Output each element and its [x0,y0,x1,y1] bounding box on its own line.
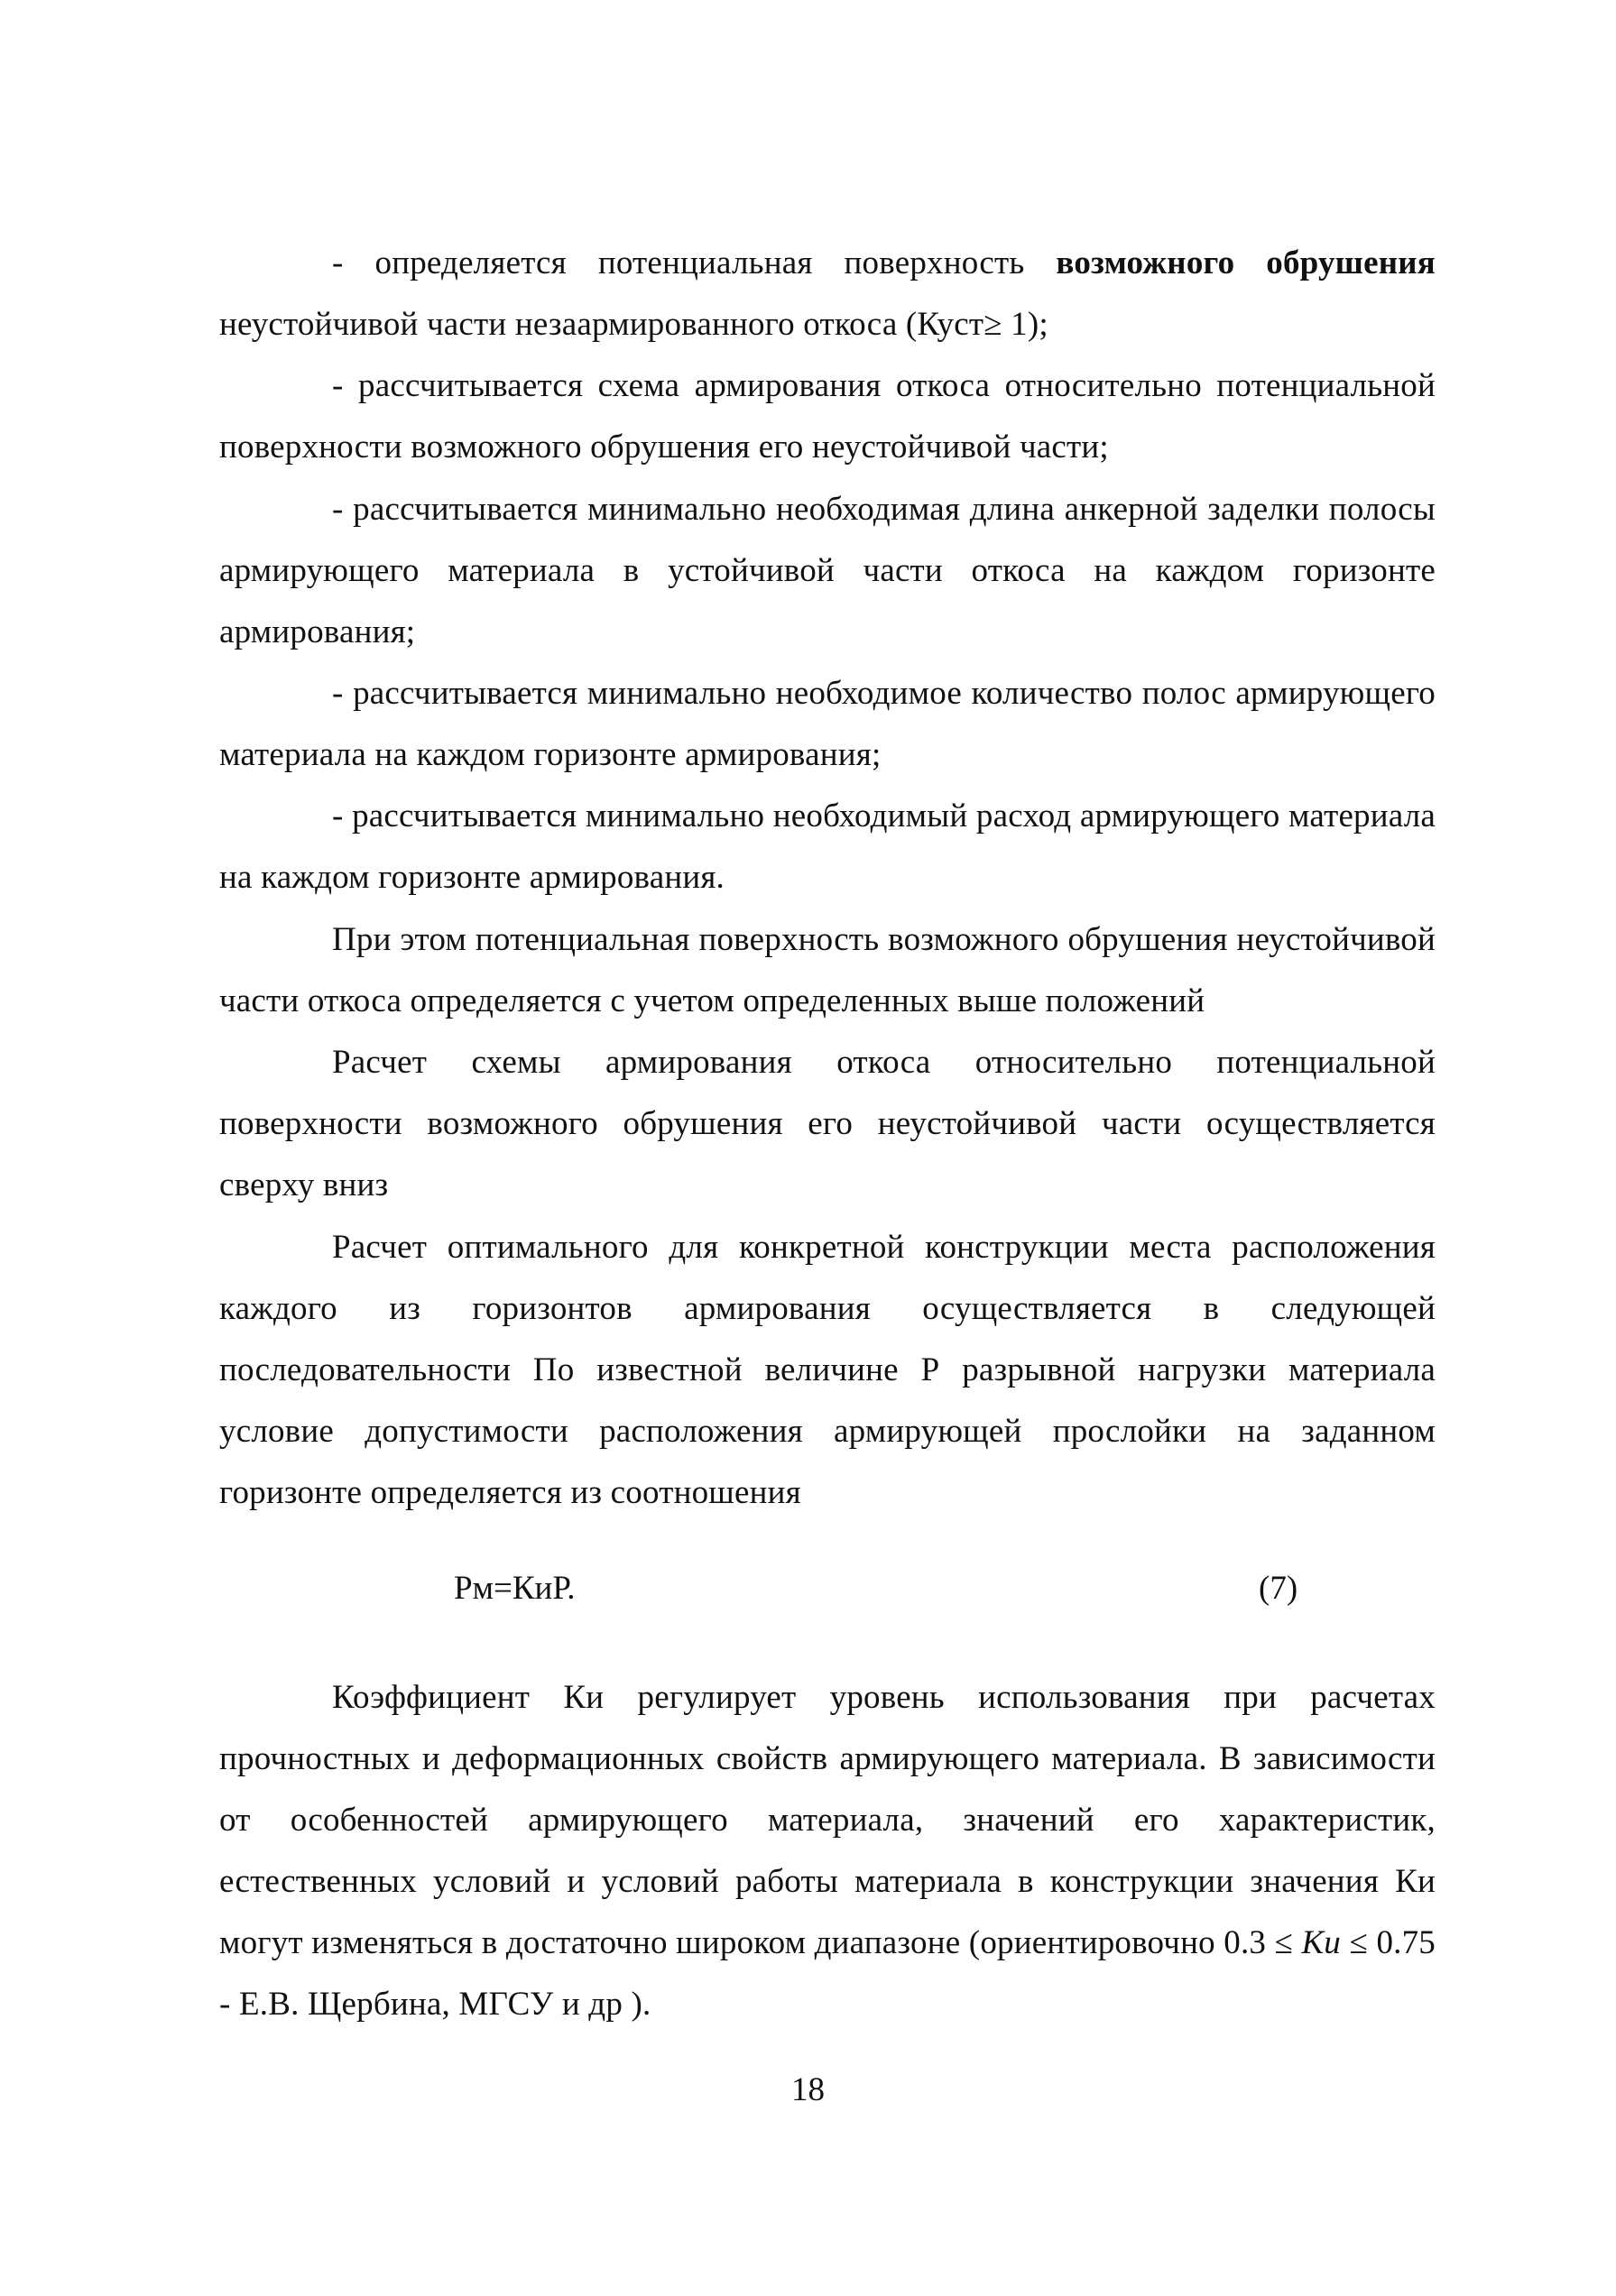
paragraph-5: - рассчитывается минимально необходимый расход армирующего материала на каждом горизонте армирования. [219,798,1436,896]
page-number: 18 [791,2071,825,2108]
paragraph-6: При этом потенциальная поверхность возможного обрушения неустойчивой части откоса определяется с учетом определенных выше положений [219,921,1436,1019]
paragraph-3: - рассчитывается минимально необходимая длина анкерной заделки полосы армирующего материала в устойчивой части откоса на каждом горизонте армирования; [219,491,1436,650]
paragraph-2: - рассчитывается схема армирования откоса относительно потенциальной поверхности возможного обрушения его неустойчивой части; [219,367,1436,466]
paragraph-8: Расчет оптимального для конкретной конструкции места расположения каждого из горизонтов армирования осуществляется в следующей последовательности По известной величине Р разрывной нагрузки материала условие допустимости расположения армирующей прослойки на заданном горизонте определяется из соотношения [219,1229,1436,1511]
paragraph-1-after: неустойчивой части незаармированного откоса (Куст≥ 1); [219,306,1048,343]
paragraph-1-before: - определяется потенциальная поверхность [332,244,1057,281]
paragraph-9 [219,1667,1436,2035]
paragraph-4: - рассчитывается минимально необходимое количество полос армирующего материала на каждом горизонте армирования; [219,675,1436,773]
paragraph-9-before: Коэффициент Ки регулирует уровень использования при расчетах прочностных и деформационных свойств армирующего материала. В зависимости от особенностей армирующего материала, значений его характеристик, естественных условий и условий работы материала в конструкции значения Ки могут изменяться в достаточно широком диапазоне (ориентировочно 0.3 ≤ [219,1679,1436,1961]
paragraph-7: Расчет схемы армирования откоса относительно потенциальной поверхности возможного обрушения его неустойчивой части осуществляется сверху вниз [219,1044,1436,1203]
paragraph-1-bold: возможного обрушения [1056,244,1436,281]
paragraph-9-after: ≤ 0.75 - Е.В. Щербина, МГСУ и др ). [219,1924,1436,2023]
formula-number: (7) [1259,1570,1298,1607]
paragraph-9-italic: Ки [1301,1924,1342,1961]
paragraph-1 [219,233,1436,355]
formula-expression: Рм=КиР. [454,1570,576,1607]
